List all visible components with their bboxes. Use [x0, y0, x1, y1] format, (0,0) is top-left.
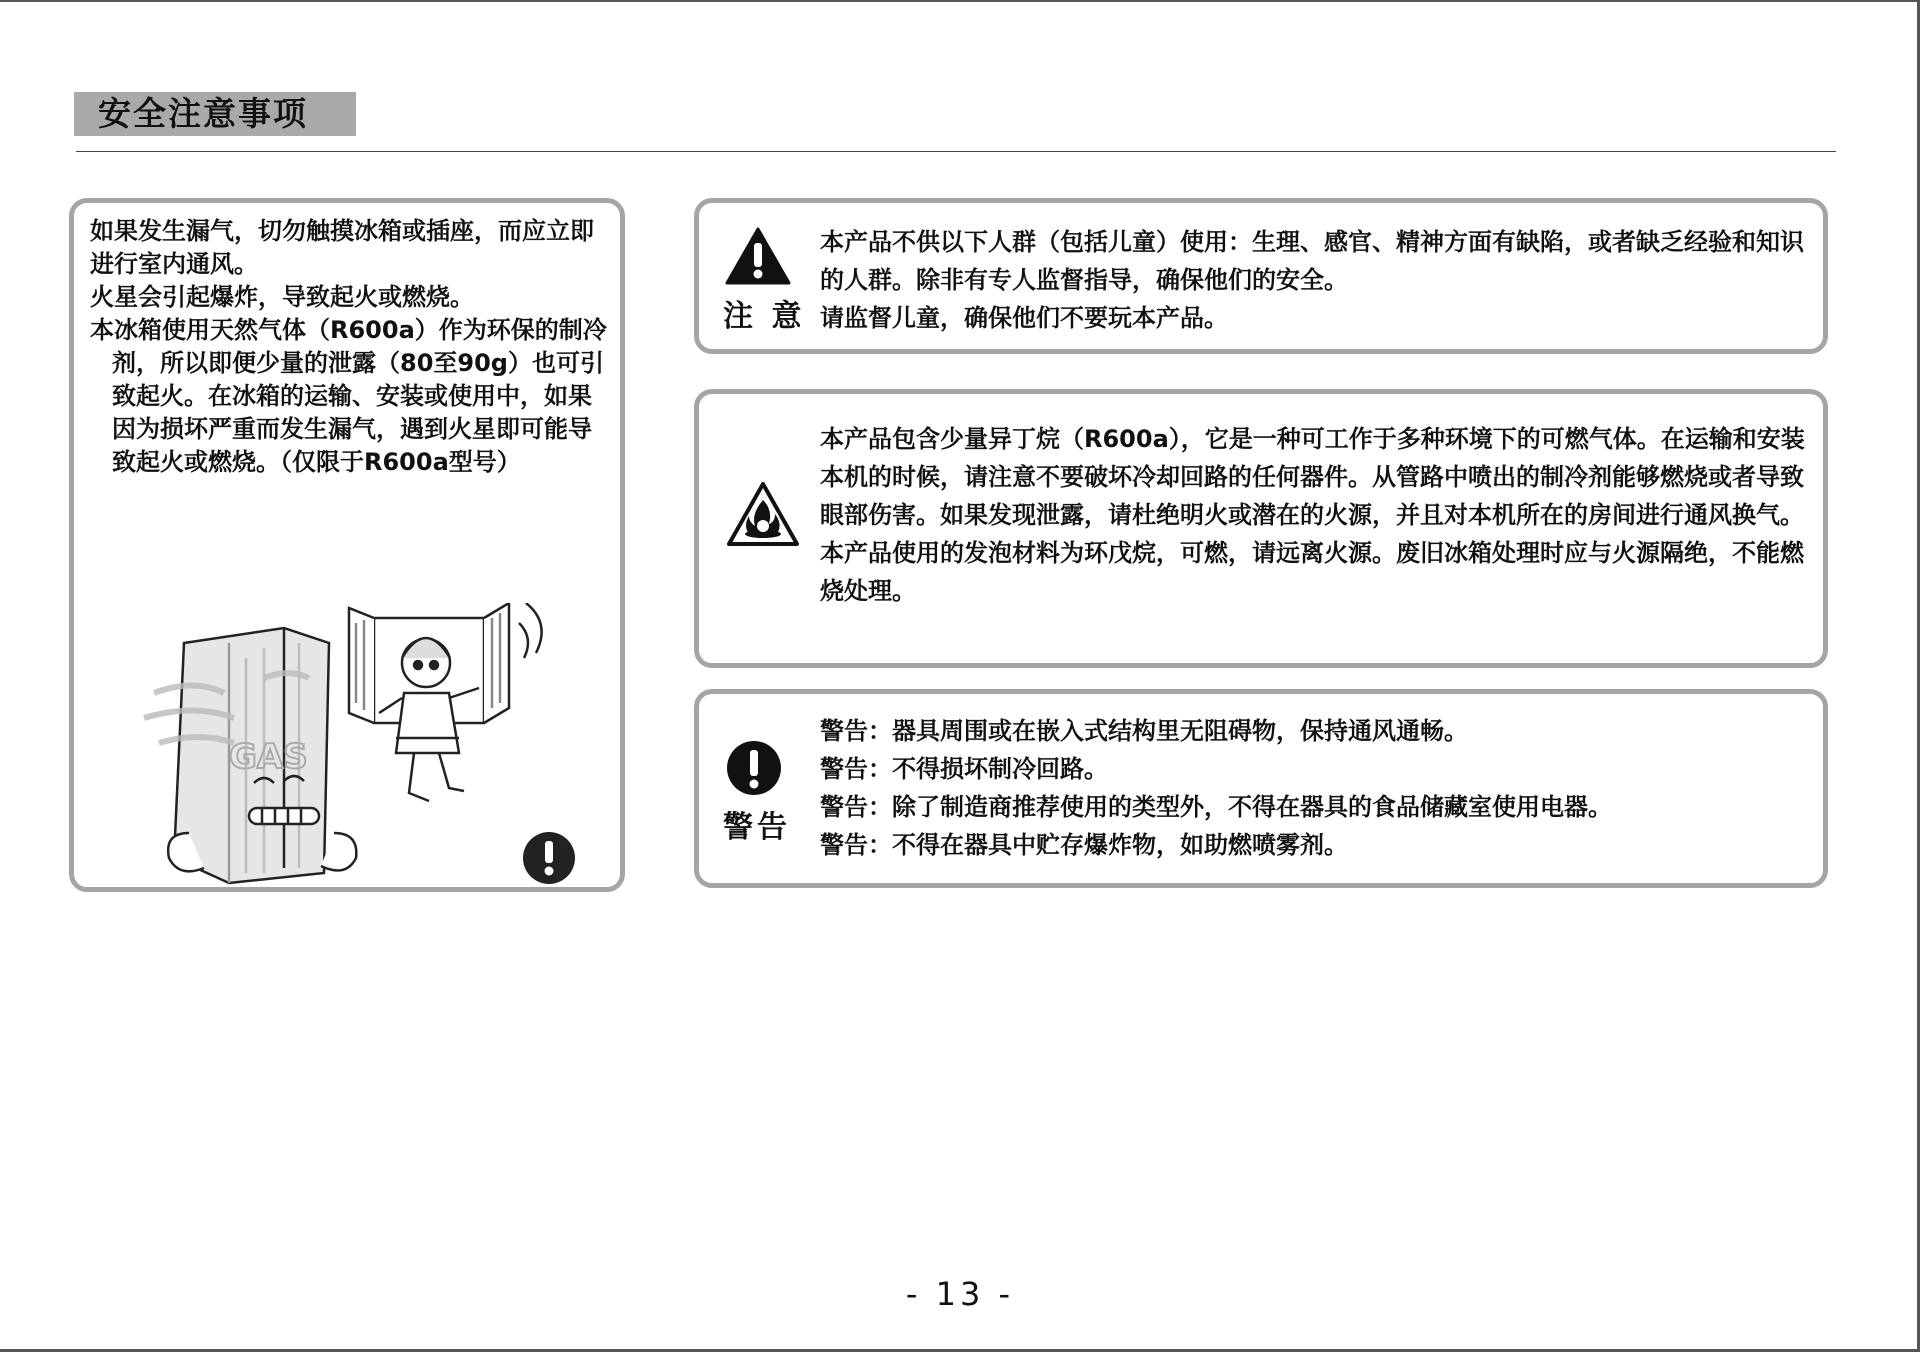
- warning-line-4: 警告：不得在器具中贮存爆炸物，如助燃喷雾剂。: [820, 831, 1348, 859]
- exclamation-circle-icon: [726, 740, 782, 796]
- gas-leak-intro: 如果发生漏气，切勿触摸冰箱或插座，而应立即进行室内通风。: [90, 217, 594, 278]
- caution-line-2: 请监督儿童，确保他们不要玩本产品。: [820, 304, 1228, 332]
- gas-leak-bullet-2-text: 本冰箱使用天然气体（R600a）作为环保的制冷剂，所以即便少量的泄露（80至90g）也可引致起火。在冰箱的运输、安装或使用中，如果因为损坏严重而发生漏气，遇到火星即可能导致起火或燃烧。（仅限于R600a型号）: [90, 316, 607, 476]
- page-frame-top: [0, 0, 1920, 2]
- caution-text: [820, 223, 1820, 337]
- flammable-warning-icon: [725, 480, 801, 548]
- warning-text: [820, 712, 1820, 864]
- page-number: - 13 -: [905, 1275, 1015, 1313]
- flammable-line-1: 本产品包含少量异丁烷（R600a），它是一种可工作于多种环境下的可燃气体。在运输和安装本机的时候，请注意不要破坏冷却回路的任何器件。从管路中喷出的制冷剂能够燃烧或者导致眼部伤害。如果发现泄露，请杜绝明火或潜在的火源，并且对本机所在的房间进行通风换气。: [820, 425, 1805, 529]
- gas-leak-panel: [69, 198, 625, 892]
- flammable-panel: [694, 389, 1828, 668]
- flammable-text: [820, 420, 1820, 610]
- flammable-line-2: 本产品使用的发泡材料为环戊烷，可燃，请远离火源。废旧冰箱处理时应与火源隔绝，不能燃烧处理。: [820, 539, 1804, 605]
- caution-panel: [694, 198, 1828, 354]
- warning-label: 警告: [723, 810, 791, 845]
- exclamation-circle-icon: [523, 832, 575, 884]
- section-title: 安全注意事项: [74, 92, 356, 136]
- caution-label: 注 意: [723, 299, 806, 334]
- gas-leak-bullet-1: [90, 281, 610, 314]
- gas-leak-text: [90, 215, 610, 479]
- gas-leak-bullet-2: [90, 314, 610, 479]
- gas-leak-illustration: [134, 603, 604, 903]
- title-divider: [76, 151, 1836, 152]
- warning-panel: [694, 689, 1828, 888]
- gas-leak-bullet-1-text: 火星会引起爆炸，导致起火或燃烧。: [90, 283, 474, 311]
- caution-line-1: 本产品不供以下人群（包括儿童）使用：生理、感官、精神方面有缺陷，或者缺乏经验和知识的人群。除非有专人监督指导，确保他们的安全。: [820, 228, 1804, 294]
- warning-line-3: 警告：除了制造商推荐使用的类型外，不得在器具的食品储藏室使用电器。: [820, 793, 1612, 821]
- caution-triangle-icon: [725, 227, 791, 285]
- gas-label: GAS: [229, 737, 308, 777]
- warning-line-1: 警告：器具周围或在嵌入式结构里无阻碍物，保持通风通畅。: [820, 717, 1468, 745]
- warning-line-2: 警告：不得损坏制冷回路。: [820, 755, 1108, 783]
